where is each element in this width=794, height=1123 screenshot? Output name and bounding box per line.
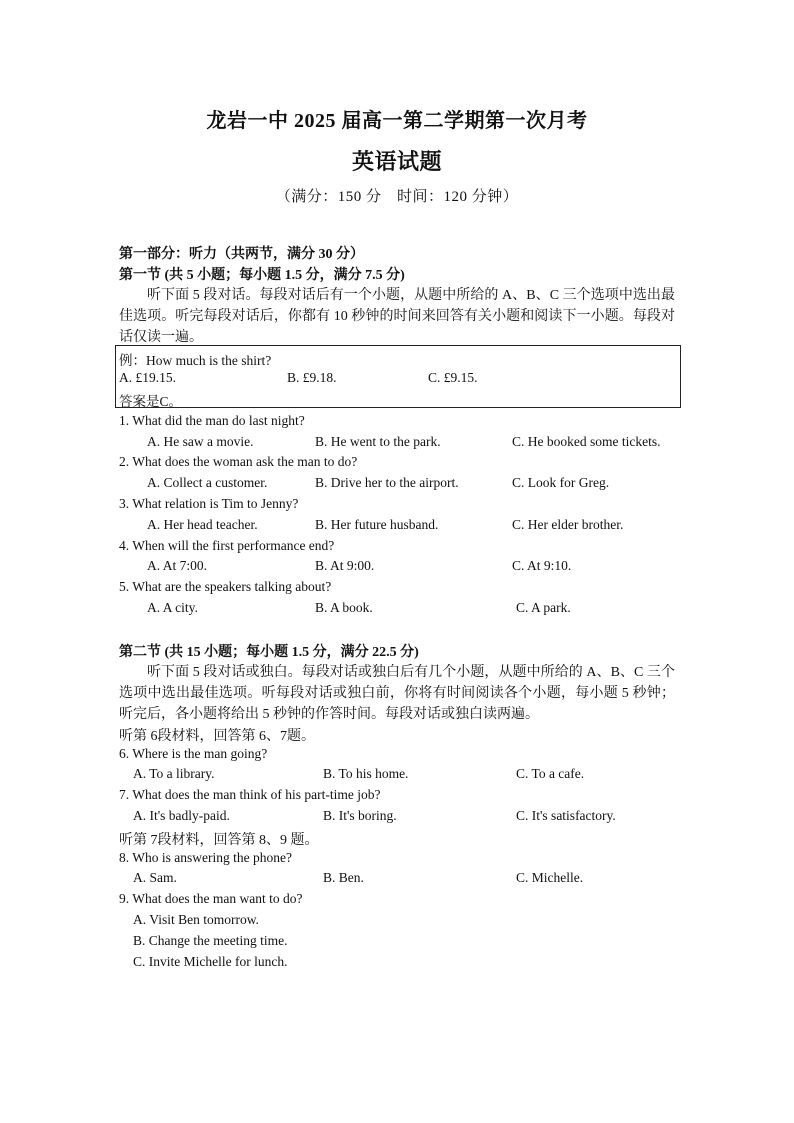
example-option-c: C. £9.15. <box>428 370 478 385</box>
q4-option-a: A. At 7:00. <box>147 558 208 573</box>
part1-heading: 第一部分：听力（共两节，满分 30 分） <box>119 247 364 262</box>
q6-option-c: C. To a cafe. <box>516 766 585 781</box>
q7-option-b: B. It's boring. <box>323 808 397 823</box>
exam-info: （满分：150 分 时间：120 分钟） <box>275 189 519 205</box>
section2-instructions: 听下面 5 段对话或独白。每段对话或独白后有几个小题，从题中所给的 A、B、C 三个选项中选出最佳选项。听每段对话或独白前，你将有时间阅读各个小题，每小题 5 秒钟；听完后，各小题将给出 5 秒钟的作答时间。每段对话或独白读两遍。 <box>119 665 675 722</box>
example-option-b: B. £9.18. <box>287 370 337 385</box>
q9-option-b: B. Change the meeting time. <box>133 933 288 948</box>
q5-option-a: A. A city. <box>147 600 198 615</box>
q9-option-c: C. Invite Michelle for lunch. <box>133 954 288 969</box>
q7-option-c: C. It's satisfactory. <box>516 808 616 823</box>
question-8: 8. Who is answering the phone? <box>119 850 292 865</box>
question-9: 9. What does the man want to do? <box>119 891 303 906</box>
question-5: 5. What are the speakers talking about? <box>119 579 332 594</box>
question-3: 3. What relation is Tim to Jenny? <box>119 496 299 511</box>
question-7: 7. What does the man think of his part-time job? <box>119 787 381 802</box>
q2-option-c: C. Look for Greg. <box>512 475 610 490</box>
q8-option-c: C. Michelle. <box>516 870 584 885</box>
question-4: 4. When will the first performance end? <box>119 538 335 553</box>
question-2: 2. What does the woman ask the man to do? <box>119 454 358 469</box>
material-7-note: 听第 7段材料，回答第 8、9 题。 <box>119 833 319 848</box>
q2-option-a: A. Collect a customer. <box>147 475 268 490</box>
q1-option-a: A. He saw a movie. <box>147 434 254 449</box>
q3-option-a: A. Her head teacher. <box>147 517 258 532</box>
q8-option-b: B. Ben. <box>323 870 364 885</box>
q8-option-a: A. Sam. <box>133 870 177 885</box>
q5-option-c: C. A park. <box>516 600 571 615</box>
q5-option-b: B. A book. <box>315 600 373 615</box>
q3-option-c: C. Her elder brother. <box>512 517 624 532</box>
example-question: 例：How much is the shirt? <box>119 353 272 368</box>
q4-option-c: C. At 9:10. <box>512 558 572 573</box>
school-title: 龙岩一中 2025 届高一第二学期第一次月考 <box>206 110 588 132</box>
q4-option-b: B. At 9:00. <box>315 558 375 573</box>
q2-option-b: B. Drive her to the airport. <box>315 475 459 490</box>
section1-heading: 第一节 (共 5 小题；每小题 1.5 分，满分 7.5 分) <box>119 268 405 283</box>
q1-option-c: C. He booked some tickets. <box>512 434 661 449</box>
material-6-note: 听第 6段材料，回答第 6、7题。 <box>119 729 315 744</box>
q6-option-a: A. To a library. <box>133 766 215 781</box>
example-option-a: A. £19.15. <box>119 370 176 385</box>
q1-option-b: B. He went to the park. <box>315 434 441 449</box>
q6-option-b: B. To his home. <box>323 766 409 781</box>
subject-title: 英语试题 <box>351 149 442 174</box>
q9-option-a: A. Visit Ben tomorrow. <box>133 912 259 927</box>
section1-instructions: 听下面 5 段对话。每段对话后有一个小题，从题中所给的 A、B、C 三个选项中选出最佳选项。听完每段对话后，你都有 10 秒钟的时间来回答有关小题和阅读下一小题。每段对话仅读一遍。 <box>119 288 675 345</box>
q3-option-b: B. Her future husband. <box>315 517 439 532</box>
q7-option-a: A. It's badly-paid. <box>133 808 230 823</box>
question-6: 6. Where is the man going? <box>119 746 268 761</box>
question-1: 1. What did the man do last night? <box>119 413 305 428</box>
example-answer: 答案是C。 <box>119 394 183 409</box>
section2-heading: 第二节 (共 15 小题；每小题 1.5 分，满分 22.5 分) <box>119 645 419 660</box>
